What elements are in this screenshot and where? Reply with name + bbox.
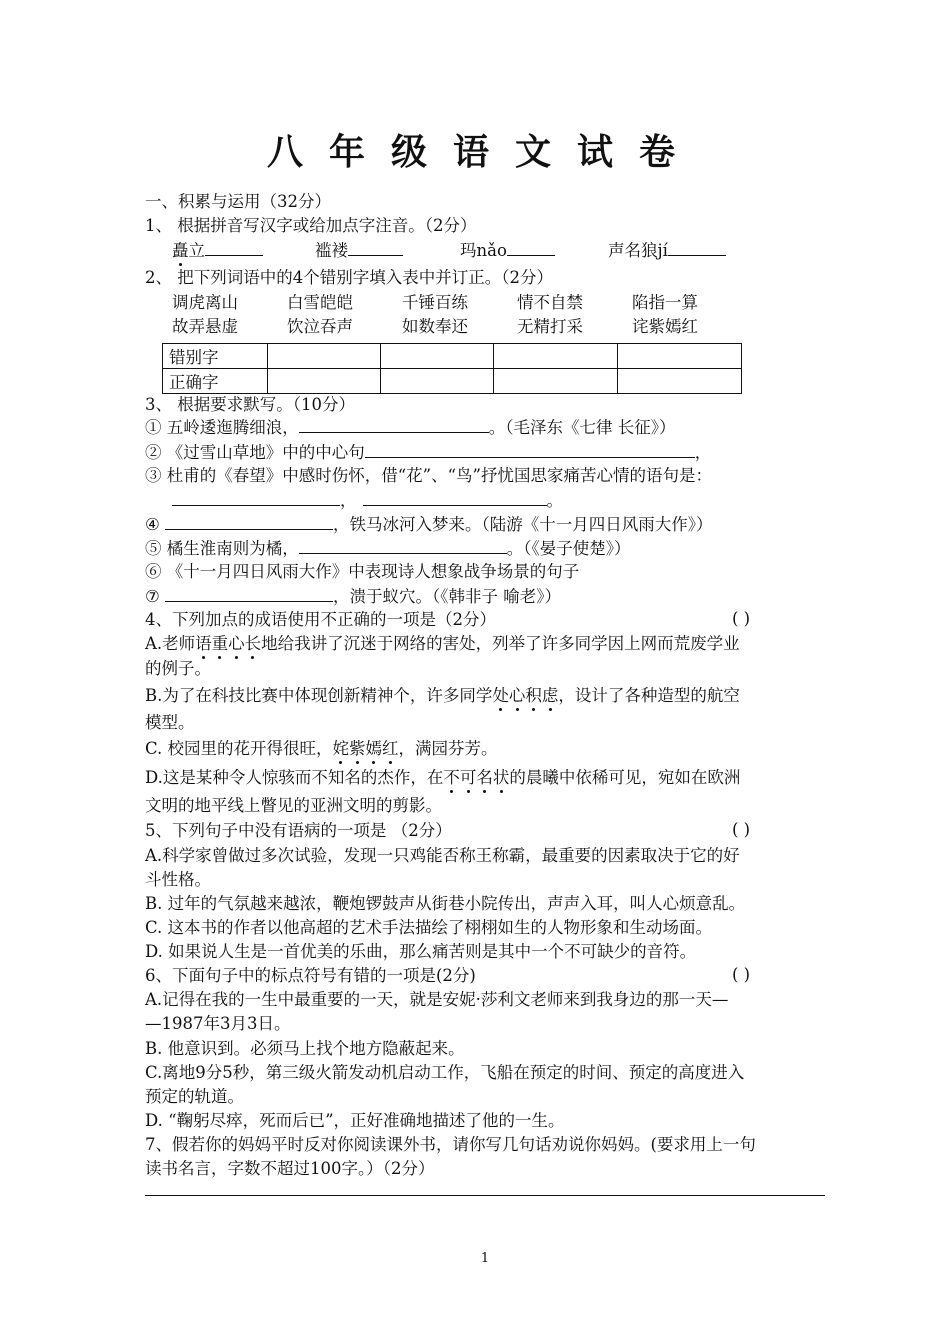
emphasis-char: 心 xyxy=(508,686,526,705)
answer-blank[interactable] xyxy=(668,239,726,256)
q2-word: 诧紫嫣红 xyxy=(632,317,698,336)
emphasis-char: 状 xyxy=(492,768,510,787)
q1-item-1 xyxy=(172,239,263,262)
table-cell[interactable] xyxy=(268,369,381,394)
answer-blank[interactable] xyxy=(363,489,547,506)
answer-blank[interactable] xyxy=(348,239,403,256)
q5-option-d: D. 如果说人生是一首优美的乐曲，那么痛苦则是其中一个不可缺少的音符。 xyxy=(145,942,697,961)
q2-stem: 2、 把下列词语中的4个错别字填入表中并订正。（2分） xyxy=(145,268,553,287)
section-heading: 一、积累与运用（32分） xyxy=(145,192,331,211)
q5-option-a-cont: 斗性格。 xyxy=(145,870,211,889)
q2-word: 情不自禁 xyxy=(517,293,583,312)
answer-blank[interactable] xyxy=(165,513,333,530)
q5-stem: 5、下列句子中没有语病的一项是 （2分） xyxy=(145,821,452,840)
emphasis-char: 积 xyxy=(525,686,542,705)
emphasis-char: 重 xyxy=(211,634,229,653)
table-cell[interactable] xyxy=(268,344,381,369)
answer-blank[interactable] xyxy=(299,537,507,554)
plain-char: 立 xyxy=(188,241,205,260)
answer-blank[interactable] xyxy=(365,441,695,458)
q3-stem: 3、 根据要求默写。（10分） xyxy=(145,395,355,414)
q6-option-c-cont: 预定的轨道。 xyxy=(145,1087,244,1106)
q7-stem-line-1: 7、假若你的妈妈平时反对你阅读课外书，请你写几句话劝说你妈妈。(要求用上一句 xyxy=(145,1135,756,1154)
answer-paren[interactable]: ( ) xyxy=(732,820,751,839)
answer-paren[interactable]: ( ) xyxy=(732,609,751,628)
answer-blank[interactable] xyxy=(172,489,340,506)
exam-title: 八年级语文试卷 xyxy=(266,131,701,173)
q6-option-a: A.记得在我的一生中最重要的一天，就是安妮·莎利文老师来到我身边的那一天— xyxy=(145,990,729,1009)
dotted-idiom xyxy=(195,634,261,653)
emphasis-char: 姹 xyxy=(332,739,350,758)
emphasis-char: 长 xyxy=(244,634,262,653)
q5-option-a: A.科学家曾做过多次试验，发现一只鸡能否称王称霸，最重要的因素取决于它的好 xyxy=(145,846,740,865)
answer-paren[interactable]: ( ) xyxy=(732,965,751,984)
answer-blank[interactable] xyxy=(205,239,263,256)
q2-word: 故弄悬虚 xyxy=(172,317,238,336)
q3-line-3: ③ 杜甫的《春望》中感时伤怀，借“花”、“鸟”抒忧国思家痛苦心情的语句是： xyxy=(145,466,712,485)
q4-option-a-cont: 的例子。 xyxy=(145,659,211,678)
q5-option-b: B. 过年的气氛越来越浓，鞭炮锣鼓声从街巷小院传出，声声入耳，叫人心烦意乱。 xyxy=(145,894,746,913)
emphasis-char: 紫 xyxy=(349,739,366,758)
emphasis-char: 心 xyxy=(228,634,245,653)
q6-stem: 6、下面句子中的标点符号有错的一项是(2分) xyxy=(145,966,476,985)
q6-option-d: D. “鞠躬尽瘁，死而后已”，正好准确地描述了他的一生。 xyxy=(145,1111,565,1130)
q6-option-b: B. 他意识到。必须马上找个地方隐蔽起来。 xyxy=(145,1039,465,1058)
table-row-label: 正确字 xyxy=(163,369,268,394)
q2-word: 白雪皑皑 xyxy=(287,293,353,312)
table-cell[interactable] xyxy=(618,369,742,394)
emphasis-char: 名 xyxy=(476,768,493,787)
q1-item-3: 玛nǎo xyxy=(460,239,555,262)
q3-line-7: ⑦ ，溃于蚁穴。（《韩非子 喻老》） xyxy=(145,587,562,606)
q1-item-4: 声名狼jí xyxy=(608,239,726,262)
q2-word: 如数奉还 xyxy=(402,317,468,336)
table-cell[interactable] xyxy=(381,344,494,369)
dotted-idiom xyxy=(443,768,509,787)
q4-option-b-cont: 模型。 xyxy=(145,713,195,732)
q2-word: 无精打采 xyxy=(517,317,583,336)
table-row-label: 错别字 xyxy=(163,344,268,369)
emphasis-char: 矗 xyxy=(172,241,189,260)
q2-word: 陷指一算 xyxy=(632,293,698,312)
q4-option-a: A.老师语重心长地给我讲了沉迷于网络的害处，列举了许多同学因上网而荒废学业 xyxy=(145,634,740,653)
emphasis-char: 语 xyxy=(195,634,212,653)
table-cell[interactable] xyxy=(381,369,494,394)
q2-word: 调虎离山 xyxy=(172,293,238,312)
page-number: 1 xyxy=(480,1251,490,1266)
q3-line-4: ④ ，铁马冰河入梦来。（陆游《十一月四日风雨大作》） xyxy=(145,515,713,534)
q3-line-6: ⑥ 《十一月四日风雨大作》中表现诗人想象战争场景的句子 xyxy=(145,562,580,581)
emphasis-char: 红 xyxy=(382,739,399,758)
q4-option-d: D.这是某种令人惊骇而不知名的杰作，在不可名状的晨曦中依稀可见，宛如在欧洲 xyxy=(145,768,741,787)
q3-line-2: ② 《过雪山草地》中的中心句 ， xyxy=(145,443,712,462)
dotted-idiom xyxy=(333,739,399,758)
answer-line[interactable] xyxy=(145,1195,825,1196)
q3-line-3b: ， 。 xyxy=(172,489,563,512)
q2-word: 千锤百练 xyxy=(402,293,468,312)
q1-stem: 1、 根据拼音写汉字或给加点字注音。（2分） xyxy=(145,216,477,235)
q5-option-c: C. 这本书的作者以他高超的艺术手法描绘了栩栩如生的人物形象和生动场面。 xyxy=(145,918,713,937)
emphasis-char: 处 xyxy=(492,686,509,705)
table-cell[interactable] xyxy=(618,344,742,369)
q6-option-a-cont: —1987年3月3日。 xyxy=(145,1014,291,1033)
q6-option-c: C.离地9分5秒，第三级火箭发动机启动工作，飞船在预定的时间、预定的高度进入 xyxy=(145,1063,745,1082)
emphasis-char: 可 xyxy=(459,768,477,787)
q4-option-d-cont: 文明的地平线上瞥见的亚洲文明的剪影。 xyxy=(145,796,442,815)
q7-stem-line-2: 读书名言，字数不超过100字。）（2分） xyxy=(145,1159,435,1178)
table-cell[interactable] xyxy=(494,369,618,394)
q4-option-b: B.为了在科技比赛中体现创新精神个，许多同学处心积虑，设计了各种造型的航空 xyxy=(145,686,740,705)
q3-line-5: ⑤ 橘生淮南则为橘， 。（《晏子使楚》） xyxy=(145,539,631,558)
answer-blank[interactable] xyxy=(165,585,333,602)
answer-blank[interactable] xyxy=(507,239,555,256)
dotted-idiom xyxy=(492,686,558,705)
q4-option-c: C. 校园里的花开得很旺，姹紫嫣红，满园芬芳。 xyxy=(145,739,498,758)
emphasis-char: 嫣 xyxy=(365,739,383,758)
emphasis-char: 不 xyxy=(443,768,460,787)
emphasis-char: 虑 xyxy=(541,686,559,705)
q3-line-1: ① 五岭逶迤腾细浪， 。（毛泽东《七律 长征》） xyxy=(145,418,676,437)
q2-word: 饮泣吞声 xyxy=(287,317,353,336)
table-cell[interactable] xyxy=(494,344,618,369)
q1-item-2: 褴褛 xyxy=(315,239,403,262)
answer-blank[interactable] xyxy=(299,416,489,433)
q4-stem: 4、下列加点的成语使用不正确的一项是（2分） xyxy=(145,610,496,629)
correction-table xyxy=(162,343,742,394)
